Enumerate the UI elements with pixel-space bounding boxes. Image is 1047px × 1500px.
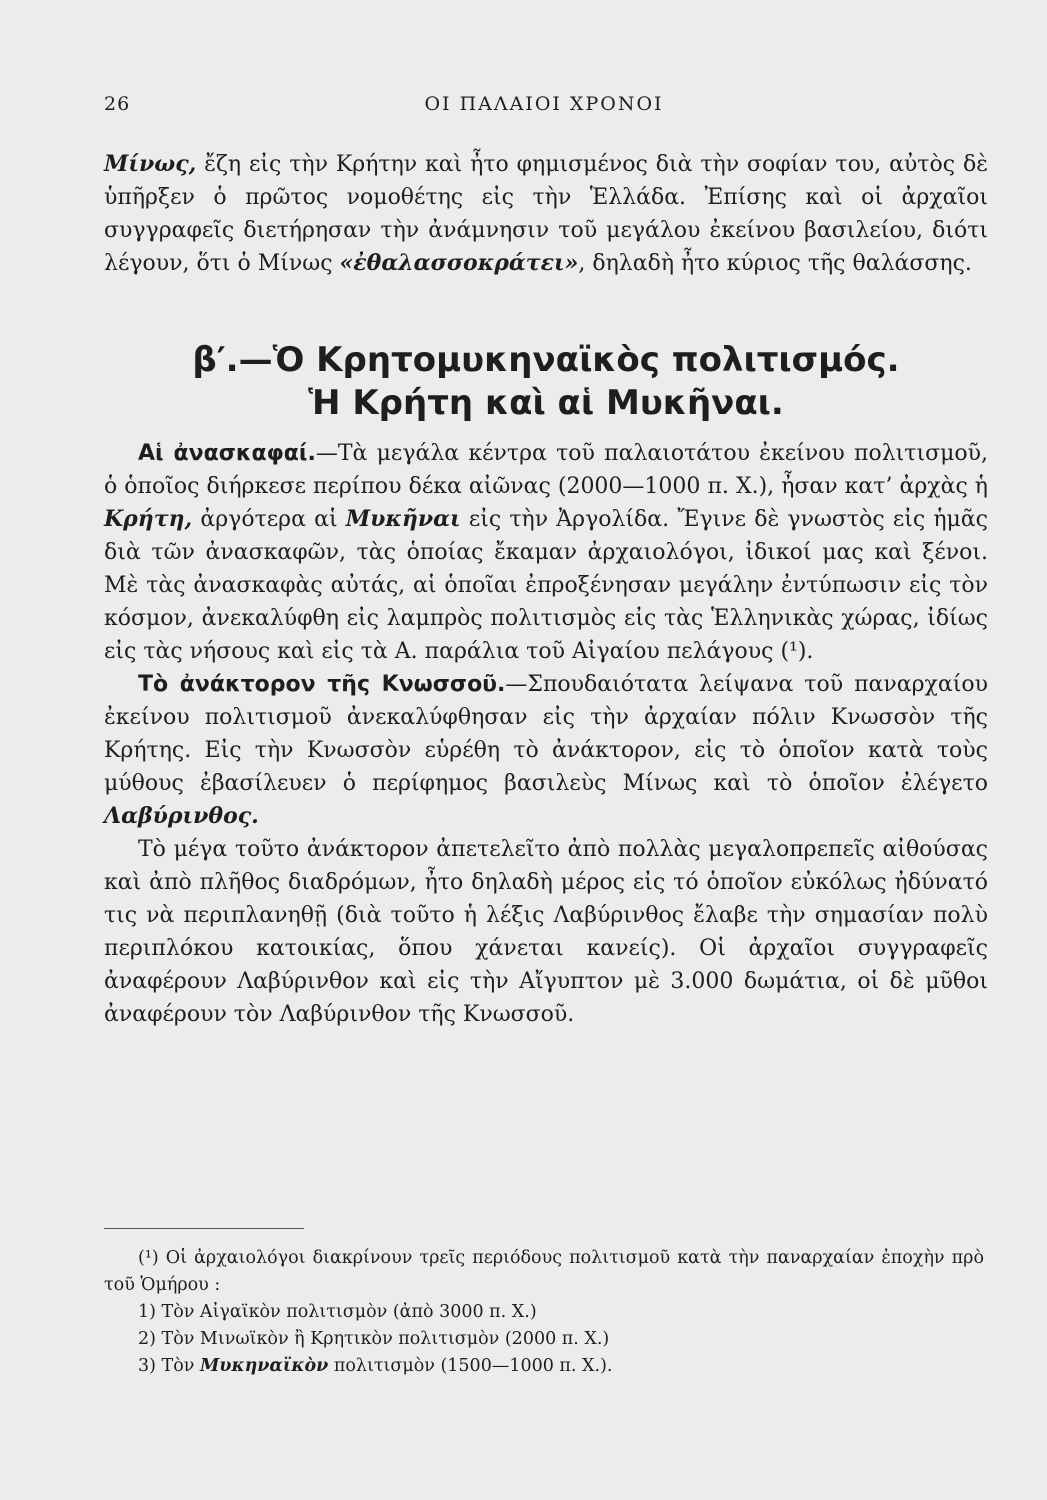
paragraph-excavations — [104, 437, 988, 668]
footnote-text: πολιτισμὸν (1500—1000 π. Χ.). — [328, 1356, 613, 1376]
footnote-item-1: 1) Τὸν Αἰγαϊκὸν πολιτισμὸν (ἀπὸ 3000 π. Χ.) — [138, 1302, 537, 1322]
footnote-item-3 — [104, 1353, 984, 1380]
section-heading-line-2: Ἡ Κρήτη καὶ αἱ Μυκῆναι. — [308, 383, 784, 423]
page-header — [104, 93, 984, 123]
paragraph-text: εἰς τὴν Ἀργολίδα. Ἔγινε δὲ γνωστὸς εἰς ἡμᾶς διὰ τῶν ἀνασκαφῶν, τὰς ὁποίας ἔκαμαν ἀρχαιολόγοι, ἰδικοί μας καὶ ξένοι. Μὲ τὰς ἀνασκαφὰς αὐτάς, αἱ ὁποῖαι ἐπροξένησαν μεγάλην ἐντύπωσιν εἰς τὸν κόσμον, ἀνεκαλύφθη εἰς λαμπρὸς πολιτισμὸς εἰς τὰς Ἑλληνικὰς χώρας, ἰδίως εἰς τὰς νήσους καὶ εἰς τὰ Α. παράλια τοῦ Αἰγαίου πελάγους (¹). — [104, 507, 988, 664]
footnote-divider — [104, 1228, 304, 1229]
paragraph-knossos — [104, 668, 988, 833]
section-heading-line-1: β′.—Ὁ Κρητομυκηναϊκὸς πολιτισμός. — [192, 340, 900, 380]
paragraph-text: —Τὰ μεγάλα κέντρα τοῦ παλαιοτάτου ἐκείνου πολιτισμοῦ, ὁ ὁποῖος διήρκεσε περίπου δέκα αἰῶνας (2000—1000 π. Χ.), ἦσαν κατ’ ἀρχὰς ἡ — [104, 441, 988, 499]
paragraph-text: ἀργότερα αἱ — [192, 507, 346, 532]
paragraph-text: ἔζη εἰς τὴν Κρήτην καὶ ἦτο φημισμένος διὰ τὴν σοφίαν του, αὐτὸς δὲ ὑπῆρξεν ὁ πρῶτος νομοθέτης εἰς τὴν Ἑλλάδα. Ἐπίσης καὶ οἱ ἀρχαῖοι συγγραφεῖς διετήρησαν τὴν ἀνάμνησιν τοῦ μεγάλου ἐκείνου βασιλείου, διότι λέγουν, ὅτι ὁ Μίνως — [104, 152, 988, 276]
footnote-text: 3) Τὸν — [138, 1356, 200, 1376]
bold-term: Μυκηναϊκὸν — [199, 1356, 329, 1376]
footnote-item-2: 2) Τὸν Μινωϊκὸν ἢ Κρητικὸν πολιτισμὸν (2000 π. Χ.) — [138, 1329, 610, 1349]
subsection-title: Τὸ ἀνάκτορον τῆς Κνωσσοῦ. — [138, 672, 506, 697]
running-title: ΟΙ ΠΑΛΑΙΟΙ ΧΡΟΝΟΙ — [424, 93, 664, 115]
main-text — [104, 148, 988, 1031]
subsection-title: Αἱ ἀνασκαφαί. — [138, 441, 316, 466]
bold-term: Κρήτη, — [104, 506, 193, 532]
page-number: 26 — [104, 93, 131, 115]
bold-term: Λαβύρινθος. — [104, 803, 259, 829]
footnotes — [104, 1245, 984, 1380]
paragraph-minos — [104, 148, 988, 280]
bold-term: Μυκῆναι — [345, 506, 461, 532]
bold-quote: «ἐθαλασσοκράτει» — [339, 250, 579, 276]
footnote-intro: (¹) Οἱ ἀρχαιολόγοι διακρίνουν τρεῖς περιόδους πολιτισμοῦ κατὰ τὴν παναρχαίαν ἐποχὴν πρὸ τοῦ Ὁμήρου : — [104, 1248, 984, 1295]
paragraph-text: , δηλαδὴ ἦτο κύριος τῆς θαλάσσης. — [578, 251, 972, 276]
bold-term: Μίνως, — [104, 151, 197, 177]
section-heading — [104, 339, 988, 425]
paragraph-labyrinth: Τὸ μέγα τοῦτο ἀνάκτορον ἀπετελεῖτο ἀπὸ πολλὰς μεγαλοπρεπεῖς αἰθούσας καὶ ἀπὸ πλῆθος διαδρόμων, ἦτο δηλαδὴ μέρος εἰς τό ὁποῖον εὐκόλως ἠδύνατό τις νὰ περιπλανηθῇ (διὰ τοῦτο ἡ λέξις Λαβύρινθος ἔλαβε τὴν σημασίαν πολὺ περιπλόκου κατοικίας, ὅπου χάνεται κανείς). Οἱ ἀρχαῖοι συγγραφεῖς ἀναφέρουν Λαβύρινθον καὶ εἰς τὴν Αἴγυπτον μὲ 3.000 δωμάτια, οἱ δὲ μῦθοι ἀναφέρουν τὸν Λαβύρινθον τῆς Κνωσσοῦ. — [104, 837, 988, 1027]
paragraph-text: —Σπουδαιότατα λείψανα τοῦ παναρχαίου ἐκείνου πολιτισμοῦ ἀνεκαλύφθησαν εἰς τὴν ἀρχαίαν πόλιν Κνωσσὸν τῆς Κρήτης. Εἰς τὴν Κνωσσὸν εὑρέθη τὸ ἀνάκτορον, εἰς τὸ ὁποῖον κατὰ τοὺς μύθους ἐβασίλευεν ὁ περίφημος βασιλεὺς Μίνως καὶ τὸ ὁποῖον ἐλέγετο — [104, 672, 988, 796]
